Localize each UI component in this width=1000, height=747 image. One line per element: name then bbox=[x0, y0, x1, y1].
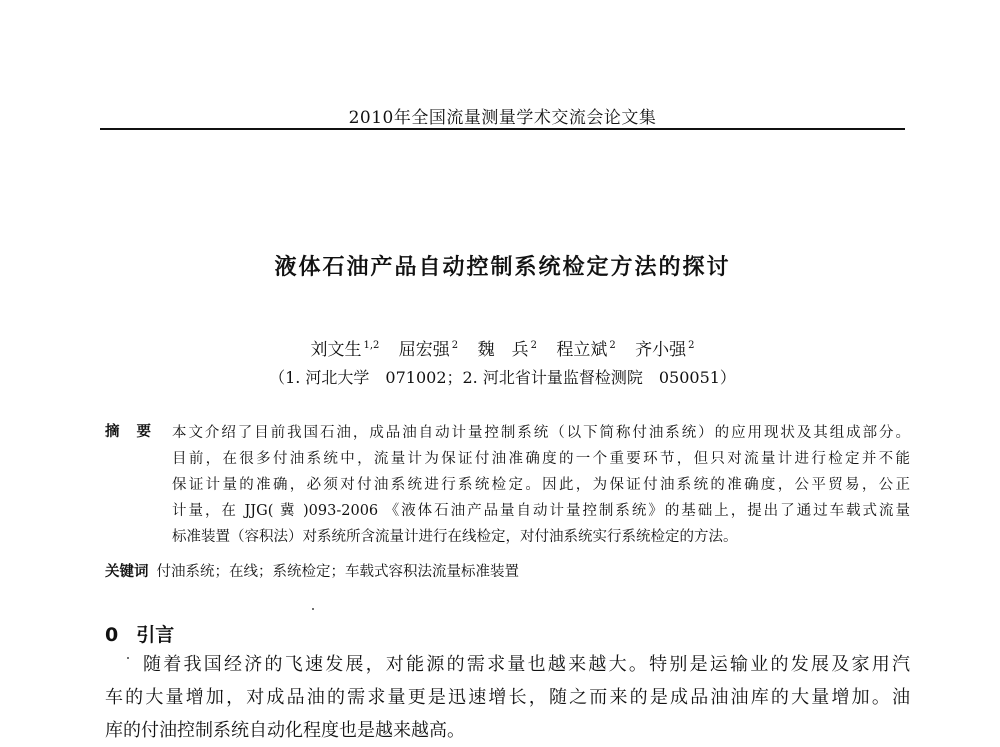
body-text bbox=[105, 648, 910, 747]
section-title: 引言 bbox=[136, 624, 175, 646]
abstract-line: 保证计量的准确，必须对付油系统进行系统检定。因此，为保证付油系统的准确度，公平贸易，公正 bbox=[172, 477, 910, 493]
author bbox=[310, 340, 379, 360]
author-affiliation-mark: 2 bbox=[530, 340, 537, 352]
abstract-line: 本文介绍了目前我国石油，成品油自动计量控制系统（以下简称付油系统）的应用现状及其组成部分。 bbox=[172, 425, 910, 441]
abstract bbox=[105, 420, 910, 550]
author-affiliation-mark: 2 bbox=[688, 340, 695, 352]
author-name: 程立斌 bbox=[556, 340, 608, 360]
abstract-line: 目前，在很多付油系统中，流量计为保证付油准确度的一个重要环节，但只对流量计进行检定并不能 bbox=[172, 451, 910, 467]
body-line: 车的大量增加，对成品油的需求量更是迅速增长，随之而来的是成品油油库的大量增加。油 bbox=[105, 687, 910, 708]
body-line: 库的付油控制系统自动化程度也是越来越高。 bbox=[105, 720, 465, 741]
abstract-line: 计量，在 JJG( 冀 )093-2006 《液体石油产品量自动计量控制系统》的基础上，提出了通过车载式流量 bbox=[172, 503, 910, 519]
author-affiliation-mark: 1,2 bbox=[363, 340, 380, 352]
author-affiliation-mark: 2 bbox=[451, 340, 459, 352]
author bbox=[478, 340, 537, 360]
author-name: 齐小强 bbox=[635, 340, 687, 360]
author-name: 魏 兵 bbox=[477, 340, 529, 360]
author-list bbox=[100, 335, 905, 360]
section-heading bbox=[105, 620, 174, 647]
paper-title: 液体石油产品自动控制系统检定方法的探讨 bbox=[274, 255, 731, 280]
keywords-text: 付油系统；在线；系统检定；车载式容积法流量标准装置 bbox=[156, 564, 519, 580]
keywords-label: 关键词 bbox=[105, 564, 149, 580]
abstract-label: 摘 要 bbox=[105, 424, 158, 440]
author bbox=[556, 340, 615, 360]
author bbox=[635, 340, 694, 360]
section-number: 0 bbox=[105, 624, 119, 646]
author bbox=[399, 340, 458, 360]
author-affiliation-mark: 2 bbox=[609, 340, 616, 352]
header-rule bbox=[100, 128, 905, 130]
scan-speck bbox=[312, 608, 314, 610]
keywords bbox=[105, 560, 519, 581]
author-name: 刘文生 bbox=[310, 340, 362, 360]
author-name: 屈宏强 bbox=[398, 340, 450, 360]
running-header: 2010年全国流量测量学术交流会论文集 bbox=[348, 108, 657, 128]
body-line: 随着我国经济的飞速发展，对能源的需求量也越来越大。特别是运输业的发展及家用汽 bbox=[143, 654, 910, 675]
affiliations: （1. 河北大学 071002；2. 河北省计量监督检测院 050051） bbox=[269, 368, 736, 387]
abstract-line: 标准装置（容积法）对系统所含流量计进行在线检定，对付油系统实行系统检定的方法。 bbox=[172, 529, 738, 545]
abstract-body bbox=[172, 420, 910, 550]
